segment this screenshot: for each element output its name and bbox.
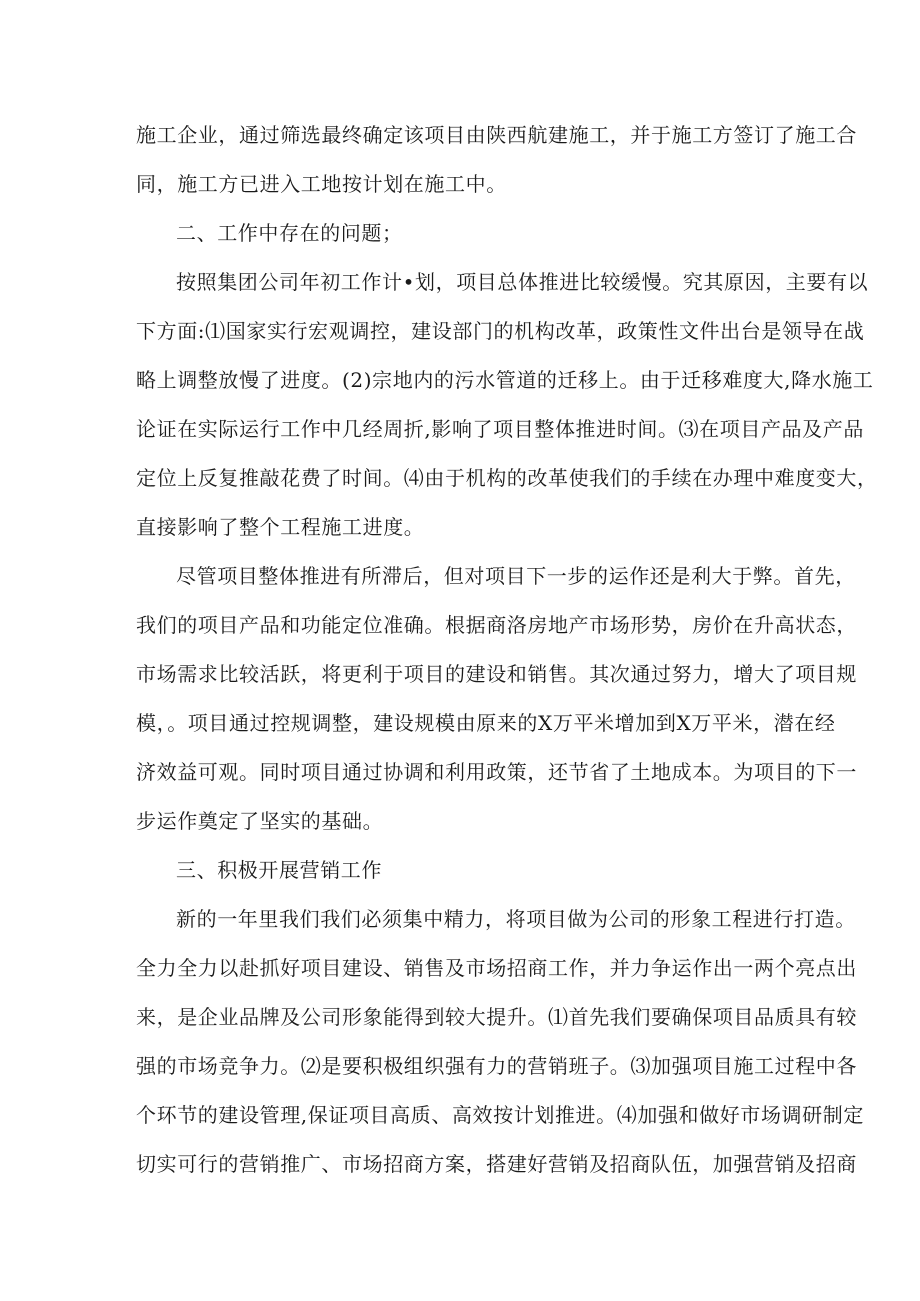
text-line: 论证在实际运行工作中几经周折,影响了项目整体推进时间。⑶在项目产品及产品	[136, 417, 864, 441]
text-line: 尽管项目整体推进有所滞后，但对项目下一步的运作还是利大于弊。首先，	[176, 564, 856, 588]
text-line: 按照集团公司年初工作计•划，项目总体推进比较缓慢。究其原因，主要有以	[176, 270, 869, 294]
text-line: 模，。项目通过控规调整，建设规模由原来的X万平米增加到X万平米，潜在经	[136, 711, 836, 735]
text-line: 全力全力以赴抓好项目建设、销售及市场招商工作，并力争运作出一两个亮点出	[136, 956, 857, 980]
text-line: 定位上反复推敲花费了时间。⑷由于机构的改革使我们的手续在办理中难度变大，	[136, 466, 878, 490]
text-line: 个环节的建设管理,保证项目高质、高效按计划推进。⑷加强和做好市场调研制定	[136, 1103, 864, 1127]
text-line: 新的一年里我们我们必须集中精力，将项目做为公司的形象工程进行打造。	[176, 907, 856, 931]
text-line: 施工企业，通过筛选最终确定该项目由陕西航建施工，并于施工方签订了施工合	[136, 123, 857, 147]
text-line: 略上调整放慢了进度。(2)宗地内的污水管道的迁移上。由于迁移难度大,降水施工	[136, 368, 874, 392]
text-line: 市场需求比较活跃，将更利于项目的建设和销售。其次通过努力，增大了项目规	[136, 662, 857, 686]
text-line: 直接影响了整个工程施工进度。	[136, 515, 425, 539]
text-line: 下方面:⑴国家实行宏观调控，建设部门的机构改革，政策性文件出台是领导在战	[136, 319, 865, 343]
section-heading-marketing: 三、积极开展营销工作	[176, 858, 382, 882]
text-line: 来，是企业品牌及公司形象能得到较大提升。⑴首先我们要确保项目品质具有较	[136, 1005, 857, 1029]
text-line: 步运作奠定了坚实的基础。	[136, 809, 384, 833]
text-line: 同，施工方已进入工地按计划在施工中。	[136, 172, 507, 196]
text-line: 我们的项目产品和功能定位准确。根据商洛房地产市场形势，房价在升高状态，	[136, 613, 857, 637]
text-line: 强的市场竞争力。⑵是要积极组织强有力的营销班子。⑶加强项目施工过程中各	[136, 1054, 857, 1078]
text-line: 济效益可观。同时项目通过协调和利用政策，还节省了土地成本。为项目的下一	[136, 760, 857, 784]
section-heading-problems: 二、工作中存在的问题；	[176, 221, 403, 245]
text-line: 切实可行的营销推广、市场招商方案，搭建好营销及招商队伍，加强营销及招商	[136, 1152, 857, 1176]
